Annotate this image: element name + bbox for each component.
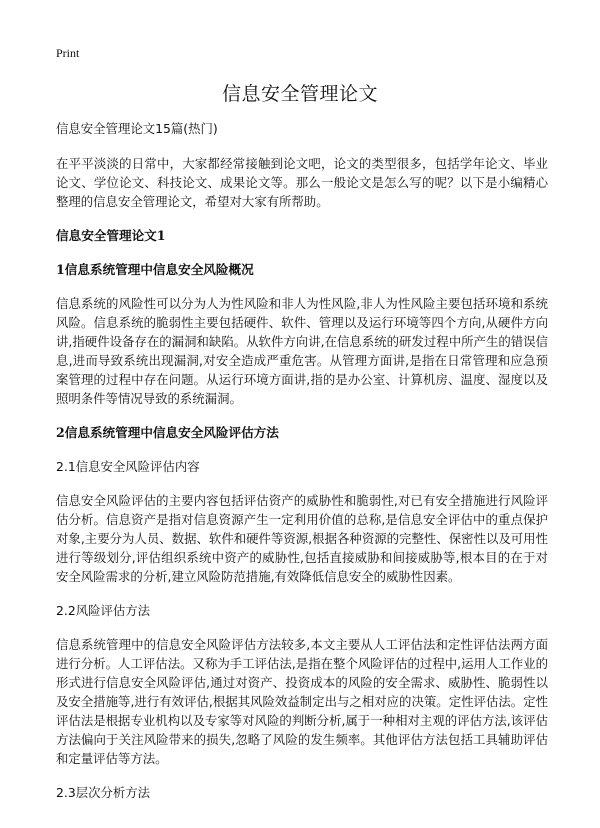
heading-1: 1信息系统管理中信息安全风险概况 <box>56 262 254 277</box>
document-body <box>56 119 548 817</box>
heading-2-1: 2.1信息安全风险评估内容 <box>56 459 200 474</box>
paragraph-2-2: 信息系统管理中的信息安全风险评估方法较多,本文主要从人工评估法和定性评估法两方面进行分析。人工评估法。又称为手工评估法,是指在整个风险评估的过程中,运用人工作业的形式进行信息安全风险评估,通过对资产、投资成本的风险的安全需求、威胁性、脆弱性以及安全措施等,进行有效评估,根据其风险效益制定出与之相对应的决策。定性评估法。定性评估法是根据专业机构以及专家等对风险的判断分析,属于一种相对主观的评估方法,该评估方法偏向于关注风险带来的损失,忽略了风险的发生频率。其他评估方法包括工具辅助评估和定量评估等方法。 <box>56 637 548 766</box>
section-title: 信息安全管理论文1 <box>56 228 166 243</box>
heading-2-3: 2.3层次分析方法 <box>56 785 151 800</box>
paragraph-2-1: 信息安全风险评估的主要内容包括评估资产的威胁性和脆弱性,对已有安全措施进行风险评估分析。信息资产是指对信息资源产生一定利用价值的总称,是信息安全评估中的重点保护对象,主要分为人员、数据、软件和硬件等资源,根据各种资源的完整性、保密性以及可用性进行等级划分,评估组织系统中资产的威胁性,包括直接威胁和间接威胁等,根本目的在于对安全风险需求的分析,建立风险防范措施,有效降低信息安全的威胁性因素。 <box>56 493 548 584</box>
page-title: 信息安全管理论文 <box>221 83 378 105</box>
print-link[interactable]: Print <box>56 46 80 60</box>
heading-2: 2信息系统管理中信息安全风险评估方法 <box>56 425 279 440</box>
document-subtitle: 信息安全管理论文15篇(热门) <box>56 121 218 136</box>
paragraph-1: 信息系统的风险性可以分为人为性风险和非人为性风险,非人为性风险主要包括环境和系统风险。信息系统的脆弱性主要包括硬件、软件、管理以及运行环境等四个方向,从硬件方向讲,指硬件设备存在的漏洞和缺陷。从软件方向讲,在信息系统的研发过程中所产生的错误信息,进而导致系统出现漏洞,对安全造成严重危害。从管理方面讲,是指在日常管理和应急预案管理的过程中存在问题。从运行环境方面讲,指的是办公室、计算机房、温度、湿度以及照明条件等情况导致的系统漏洞。 <box>56 296 548 406</box>
heading-2-2: 2.2风险评估方法 <box>56 603 151 618</box>
intro-paragraph: 在平平淡淡的日常中，大家都经常接触到论文吧，论文的类型很多，包括学年论文、毕业论文、学位论文、科技论文、成果论文等。那么一般论文是怎么写的呢？以下是小编精心整理的信息安全管理论文，希望对大家有所帮助。 <box>56 156 548 209</box>
